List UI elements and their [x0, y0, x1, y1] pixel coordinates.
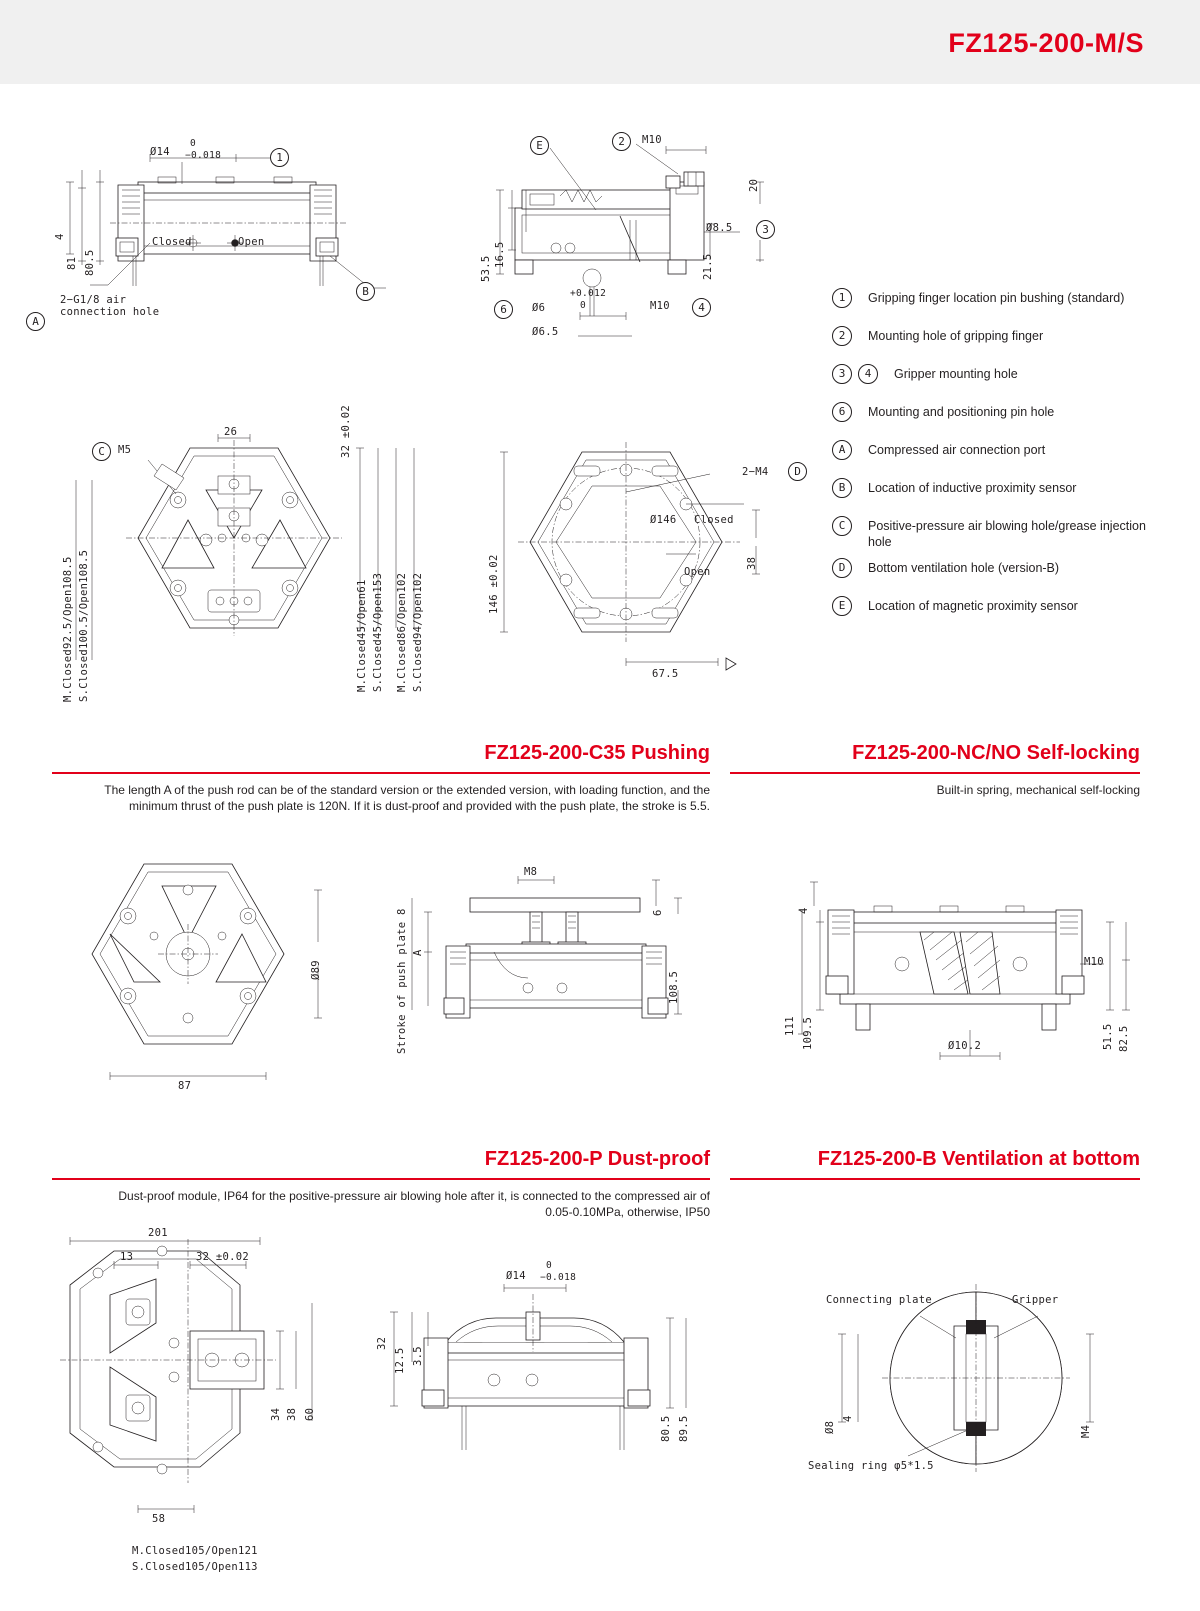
ventilation-detail-view: Connecting plate Gripper Ø8 4 M4 Sealing ring φ5*1.5 — [790, 1270, 1140, 1500]
section-rule — [730, 772, 1140, 774]
front-view-drawing: Ø14 0 −0.018 1 4 81 80.5 Closed Open 2−G1/8 air connection hole A B — [30, 130, 430, 360]
callout-D: D — [788, 462, 807, 481]
legend-text: Mounting and positioning pin hole — [868, 405, 1055, 419]
section-rule — [52, 1178, 710, 1180]
callout-C: C — [92, 442, 111, 461]
bottom-view-svg — [470, 430, 830, 710]
legend-item — [832, 558, 1172, 588]
pushing-top-svg — [50, 850, 370, 1110]
side-view-svg — [470, 120, 820, 360]
legend-item — [832, 478, 1172, 508]
legend-mark: C — [832, 516, 852, 536]
section-title-pushing: FZ125-200-C35 Pushing — [484, 742, 710, 764]
page-title: FZ125-200-M/S — [948, 28, 1144, 58]
legend-item — [832, 402, 1172, 432]
pushing-section-view: M8 6 A Stroke of push plate 8 108.5 — [390, 860, 720, 1110]
dustproof-front-svg — [370, 1250, 710, 1520]
legend-mark: A — [832, 440, 852, 460]
section-title-ventilation: FZ125-200-B Ventilation at bottom — [817, 1148, 1140, 1170]
legend-text: Compressed air connection port — [868, 443, 1046, 457]
selflocking-section-svg — [780, 860, 1160, 1110]
legend-text: Mounting hole of gripping finger — [868, 329, 1044, 343]
dustproof-plan-view: 201 13 32 ±0.02 34 38 60 58 M.Closed105/Open121 S.Closed105/Open113 — [40, 1225, 370, 1585]
legend-mark: 2 — [832, 326, 852, 346]
bottom-view-drawing: 2−M4 D Ø146 Closed Open 146 ±0.02 38 67.5 — [470, 430, 830, 710]
section-rule — [52, 772, 710, 774]
legend-text: Location of magnetic proximity sensor — [868, 599, 1078, 613]
top-view-drawing: C M5 26 32 ±0.02 M.Closed92.5/Open108.5 S.Closed100.5/Open108.5 M.Closed45/Open61 S.Closed45/Open153 M.Closed86/Open102 S.Closed94/Open102 — [30, 420, 450, 720]
side-view-drawing: E 2 M10 20 Ø8.5 3 53.5 16.5 21.5 +0.012 0 Ø6 6 M10 4 Ø6.5 — [470, 120, 820, 360]
legend-mark: D — [832, 558, 852, 578]
legend-text: Location of inductive proximity sensor — [868, 481, 1077, 495]
front-view-svg — [30, 130, 430, 360]
top-view-svg — [30, 420, 450, 720]
section-title-selflocking: FZ125-200-NC/NO Self-locking — [852, 742, 1140, 764]
legend-item — [832, 288, 1172, 318]
dustproof-front-view: 32 12.5 3.5 Ø14 0 −0.018 80.5 89.5 — [370, 1250, 710, 1520]
callout-E: E — [530, 136, 549, 155]
callout-4: 4 — [692, 298, 711, 317]
legend-text: Bottom ventilation hole (version-B) — [868, 561, 1060, 575]
callout-3: 3 — [756, 220, 775, 239]
legend-list — [832, 288, 1172, 634]
legend-item — [832, 364, 1172, 394]
section-title-dustproof: FZ125-200-P Dust-proof — [484, 1148, 710, 1170]
legend-item — [832, 596, 1172, 626]
legend-text: Gripping finger location pin bushing (standard) — [868, 291, 1125, 305]
pushing-top-view: Ø89 87 — [50, 850, 370, 1110]
selflocking-section-view: 4 111 109.5 M10 51.5 82.5 Ø10.2 — [780, 860, 1160, 1110]
callout-A: A — [26, 312, 45, 331]
callout-2: 2 — [612, 132, 631, 151]
section-desc-pushing: The length A of the push rod can be of the standard version or the extended version, with loading function, and the minimum thrust of the push plate is 120N. If it is dust-proof and provided with the push plate, the stroke is 5.5. — [104, 783, 710, 813]
legend-text: Gripper mounting hole — [894, 367, 1018, 381]
callout-6: 6 — [494, 300, 513, 319]
callout-B: B — [356, 282, 375, 301]
callout-1: 1 — [270, 148, 289, 167]
legend-mark: E — [832, 596, 852, 616]
legend-item — [832, 326, 1172, 356]
page-header — [0, 0, 1200, 84]
dustproof-plan-svg — [40, 1225, 370, 1585]
legend-mark: 1 — [832, 288, 852, 308]
legend-item — [832, 440, 1172, 470]
legend-mark: B — [832, 478, 852, 498]
legend-mark: 6 — [832, 402, 852, 422]
legend-text: Positive-pressure air blowing hole/grease injection hole — [868, 519, 1146, 549]
section-rule — [730, 1178, 1140, 1180]
legend-mark: 3 — [832, 364, 852, 384]
section-desc-dustproof: Dust-proof module, IP64 for the positive-pressure air blowing hole after it, is connected to the compressed air of 0.05-0.10MPa, otherwise, IP50 — [118, 1189, 710, 1219]
legend-item — [832, 516, 1172, 550]
section-desc-selflocking: Built-in spring, mechanical self-locking — [936, 783, 1140, 797]
legend-mark: 4 — [858, 364, 878, 384]
